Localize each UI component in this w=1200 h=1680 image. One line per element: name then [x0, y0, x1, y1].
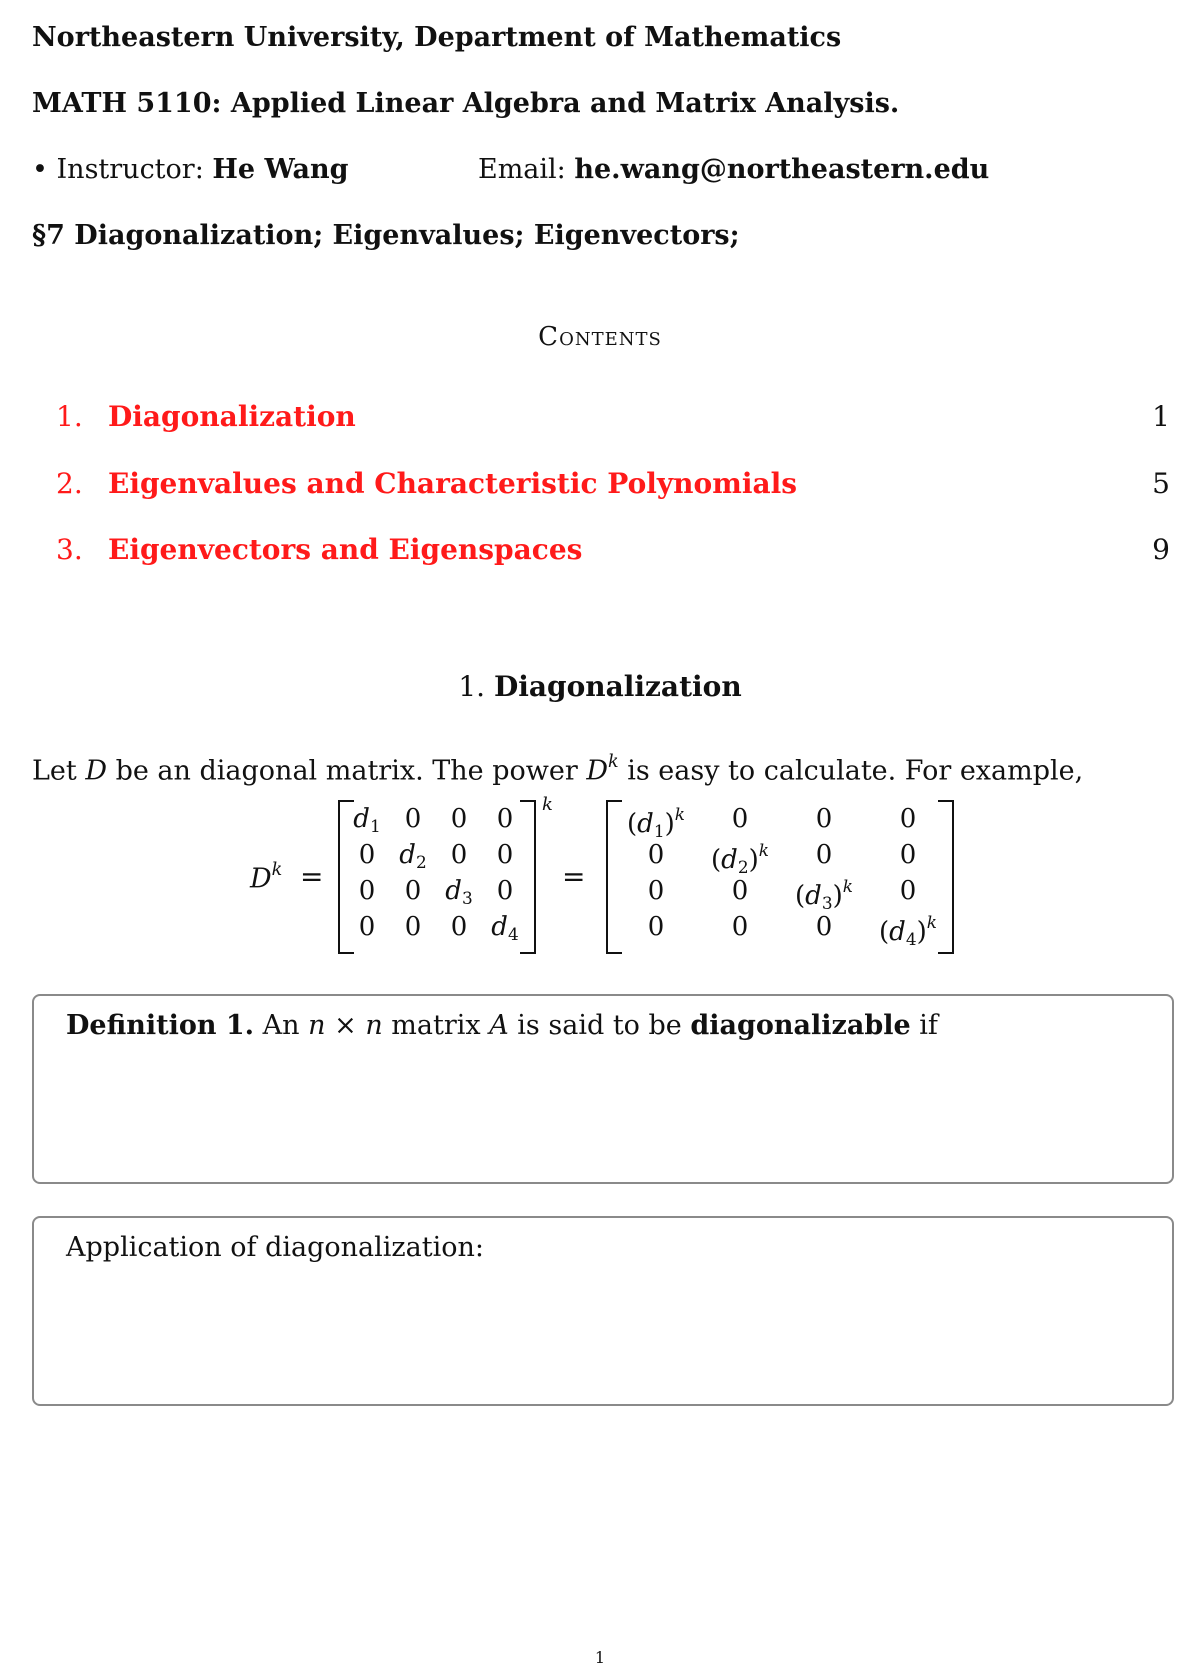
- matrix-entry: $(d_4)^k$: [879, 912, 937, 949]
- toc-item[interactable]: [56, 467, 1170, 507]
- toc-number: 1.: [56, 400, 83, 433]
- section-1-heading: [0, 670, 1200, 703]
- instructor-name: He Wang: [212, 154, 349, 185]
- definition-term: diagonalizable: [690, 1010, 911, 1041]
- matrix-entry: 0: [358, 876, 376, 906]
- contents-title: Contents: [538, 322, 662, 352]
- application-text: Application of diagonalization:: [66, 1232, 484, 1263]
- matrix-entry: 0: [496, 804, 514, 834]
- matrix-entry: $(d_2)^k$: [711, 840, 769, 877]
- toc-number: 3.: [56, 533, 83, 566]
- matrix-entry: 0: [404, 912, 422, 942]
- definition-box: [32, 994, 1174, 1184]
- section-title: Diagonalization: [493, 670, 742, 703]
- matrix-entry: 0: [404, 804, 422, 834]
- matrix-entry: $d_1$: [353, 804, 381, 837]
- application-box: [32, 1216, 1174, 1406]
- math-D: D: [586, 755, 608, 787]
- matrix-entry: 0: [647, 840, 665, 870]
- matrix-entry: 0: [731, 876, 749, 906]
- matrix-entry: 0: [815, 804, 833, 834]
- matrix-entry: 0: [731, 804, 749, 834]
- matrix-entry: 0: [899, 804, 917, 834]
- definition-text: Definition 1. An n × n matrix A is said to be diagonalizable if: [66, 1010, 938, 1041]
- matrix-entry: 0: [815, 912, 833, 942]
- intro-paragraph: [32, 752, 1083, 786]
- matrix-entry: $(d_1)^k$: [627, 804, 685, 841]
- toc-link[interactable]: Eigenvalues and Characteristic Polynomials: [108, 467, 798, 500]
- matrix-entry: 0: [647, 912, 665, 942]
- matrix1-right-bracket: [520, 800, 536, 954]
- matrix-entry: 0: [496, 876, 514, 906]
- matrix-entry: 0: [899, 876, 917, 906]
- toc-page: 1: [1152, 400, 1170, 433]
- equals-sign: =: [300, 860, 324, 893]
- instructor-label: • Instructor:: [32, 154, 204, 185]
- toc-page: 9: [1152, 533, 1170, 566]
- intro-text: is easy to calculate. For example,: [618, 755, 1084, 787]
- toc-page: 5: [1152, 467, 1170, 500]
- email-address[interactable]: he.wang@northeastern.edu: [574, 154, 990, 185]
- course-title: MATH 5110: Applied Linear Algebra and Matrix Analysis.: [32, 88, 900, 119]
- matrix-entry: 0: [815, 840, 833, 870]
- matrix-entry: 0: [450, 912, 468, 942]
- definition-label: Definition 1.: [66, 1010, 255, 1041]
- toc-link[interactable]: Eigenvectors and Eigenspaces: [108, 533, 583, 566]
- matrix-entry: 0: [404, 876, 422, 906]
- email-label: Email:: [478, 154, 566, 185]
- matrix-entry: 0: [647, 876, 665, 906]
- matrix-entry: $d_3$: [445, 876, 473, 909]
- instructor-line: [32, 154, 348, 185]
- matrix-entry: $(d_3)^k$: [795, 876, 853, 913]
- toc-number: 2.: [56, 467, 83, 500]
- matrix-entry: $d_4$: [491, 912, 519, 945]
- section-heading: §7 Diagonalization; Eigenvalues; Eigenvectors;: [32, 220, 740, 251]
- matrix-entry: 0: [731, 912, 749, 942]
- math-k: k: [607, 752, 619, 772]
- matrix-entry: 0: [358, 840, 376, 870]
- intro-text: Let: [32, 755, 86, 787]
- equation-lhs: $D^k$: [250, 860, 283, 895]
- toc-link[interactable]: Diagonalization: [108, 400, 356, 433]
- matrix-entry: 0: [496, 840, 514, 870]
- math-D: D: [85, 755, 107, 787]
- matrix2-right-bracket: [938, 800, 954, 954]
- matrix-entry: 0: [450, 840, 468, 870]
- university-heading: Northeastern University, Department of Mathematics: [32, 22, 842, 53]
- matrix-entry: 0: [358, 912, 376, 942]
- section-number: 1.: [458, 670, 486, 703]
- page-number: 1: [594, 1648, 606, 1667]
- matrix-entry: $d_2$: [399, 840, 427, 873]
- matrix-power-k: k: [542, 794, 553, 815]
- equals-sign: =: [562, 860, 586, 893]
- intro-text: be an diagonal matrix. The power: [107, 755, 587, 787]
- toc-item[interactable]: [56, 533, 1170, 573]
- matrix-entry: 0: [899, 840, 917, 870]
- matrix-entry: 0: [450, 804, 468, 834]
- toc-item[interactable]: [56, 400, 1170, 440]
- email-line: [478, 154, 989, 185]
